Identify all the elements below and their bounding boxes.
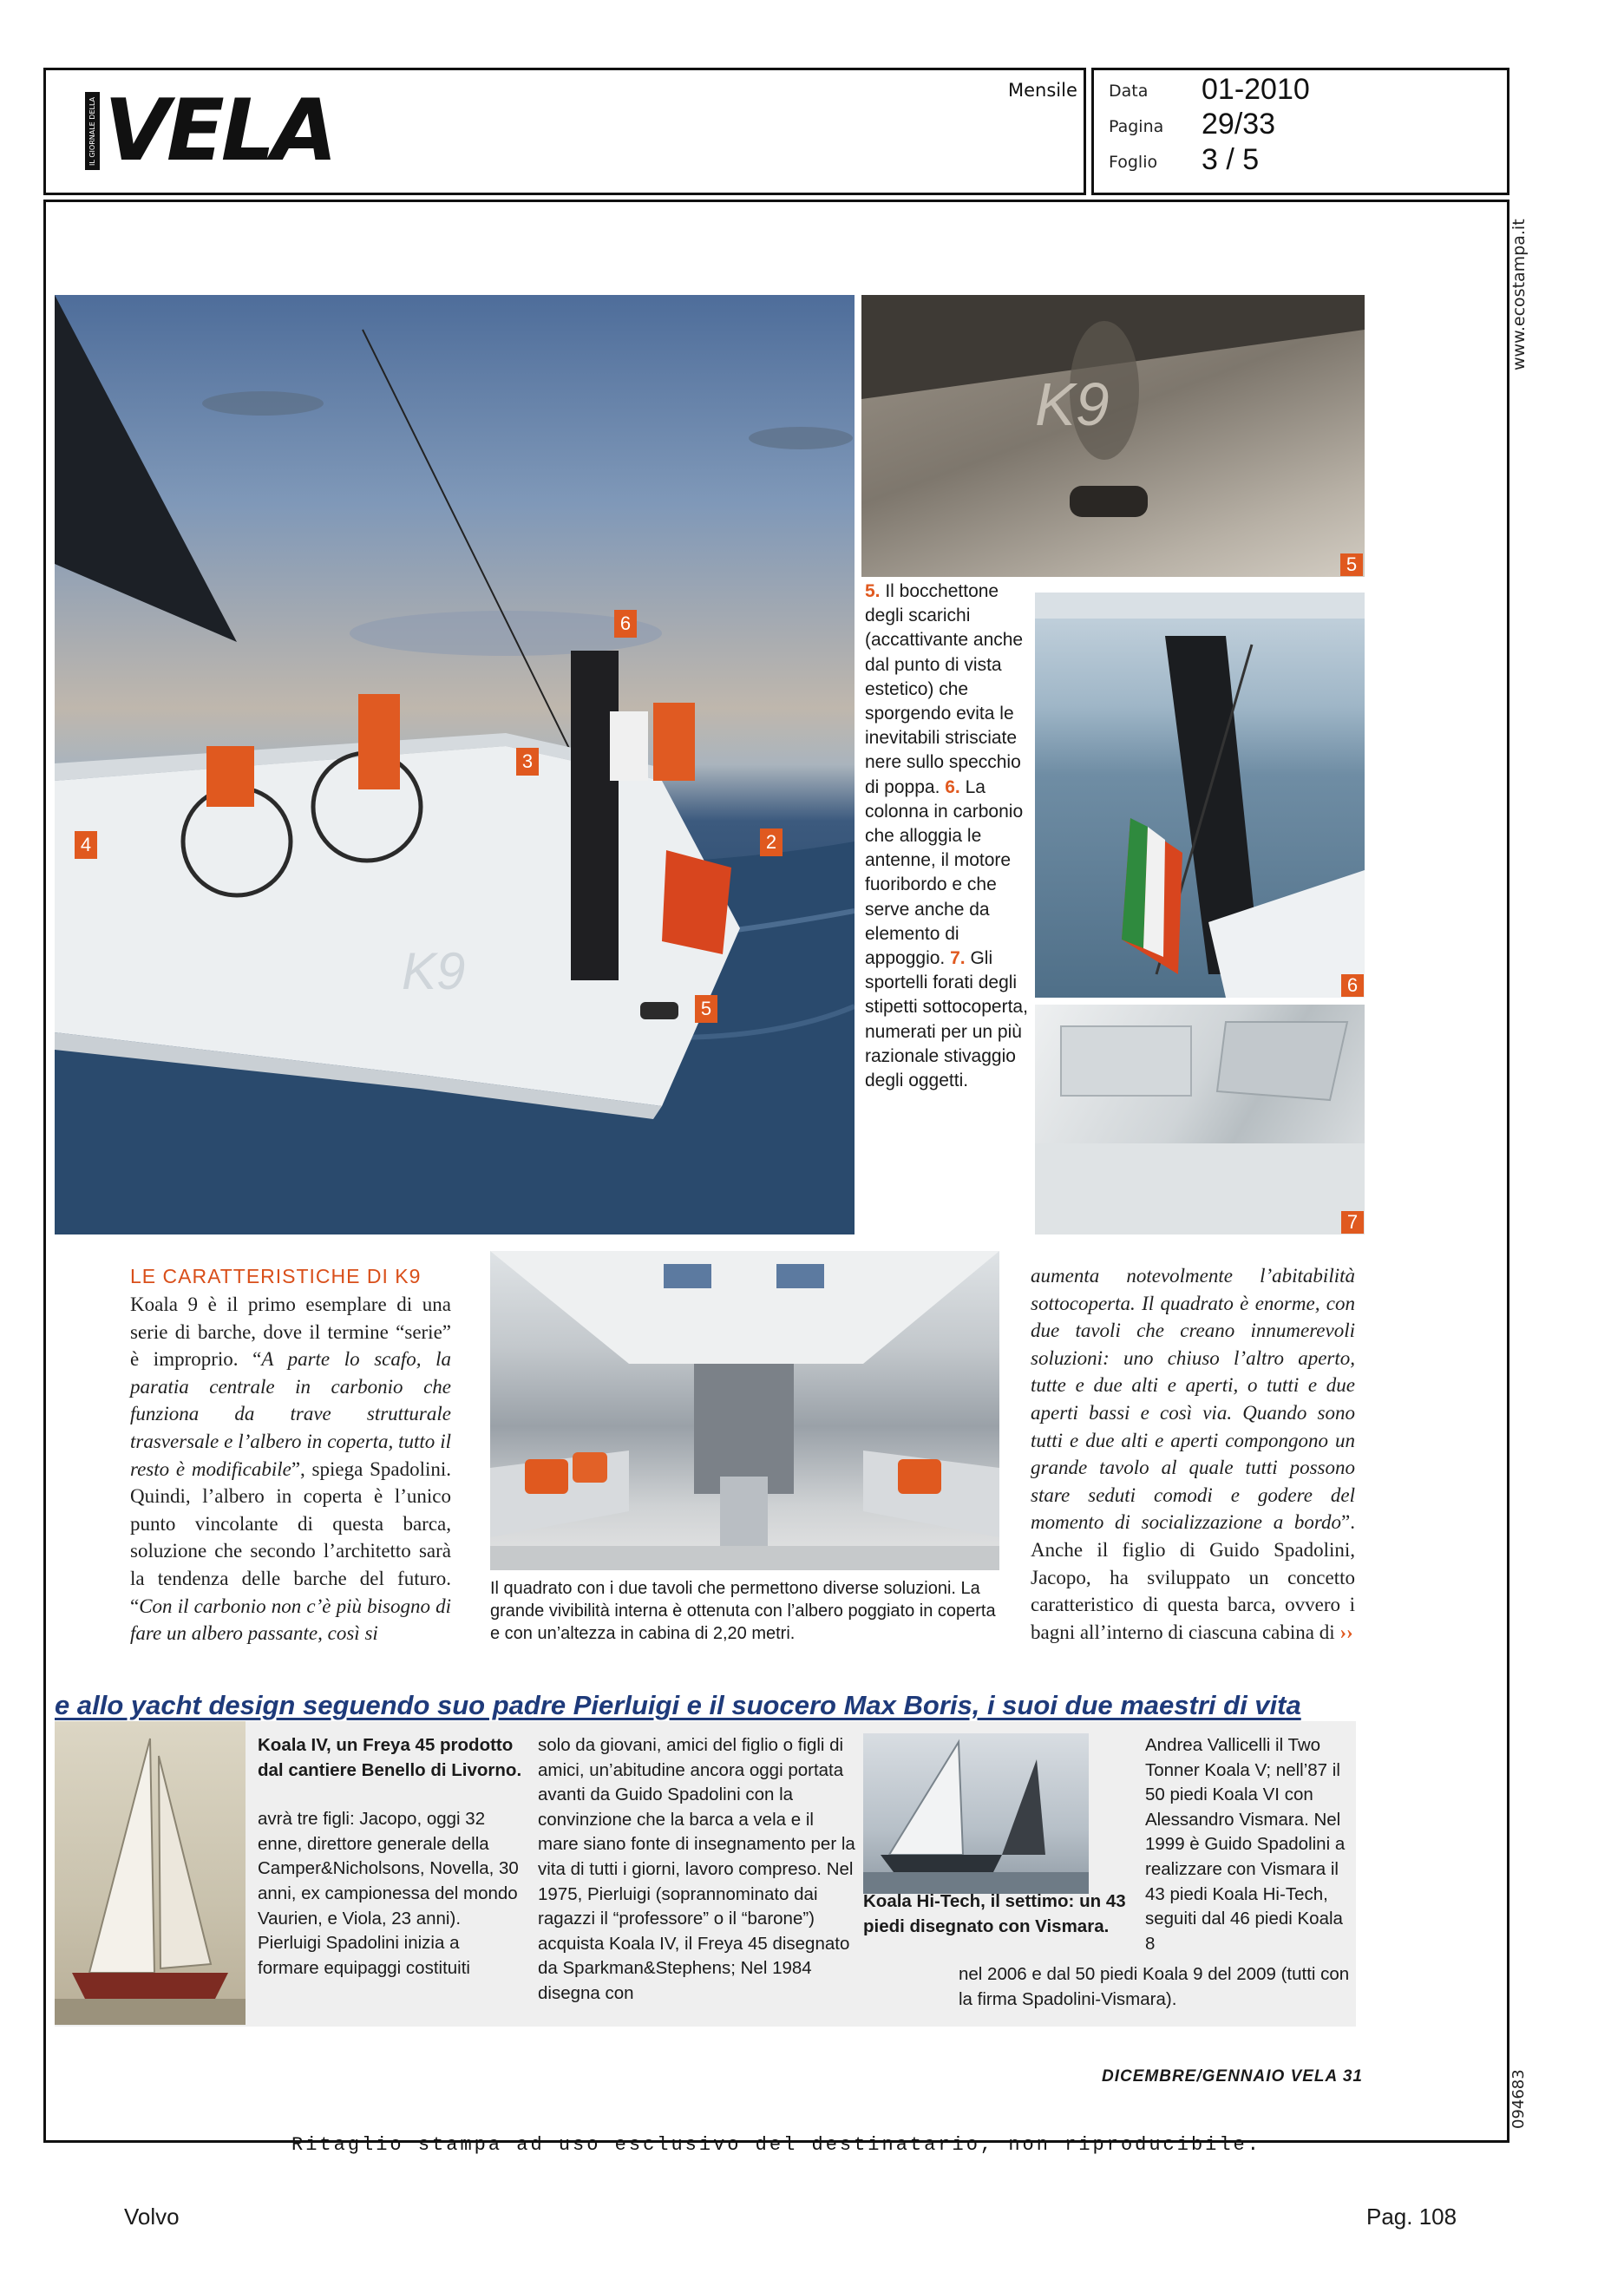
badge-3: 3 (516, 748, 539, 776)
footer-page-number: Pag. 108 (1366, 2204, 1457, 2230)
badge-6-detail: 6 (1341, 974, 1364, 997)
band-text-col4: nel 2006 e dal 50 piedi Koala 9 del 2009 (tutti con la firma Spadolini-Vismara). (959, 1964, 1350, 2009)
transom-outlet (640, 1002, 678, 1019)
crew-member (206, 746, 254, 807)
badge-6: 6 (614, 610, 637, 638)
badge-5: 5 (695, 995, 717, 1023)
side-code: 094683 (1509, 2069, 1528, 2130)
koala-hitech-caption: Koala Hi-Tech, il settimo: un 43 piedi disegnato con Vismara. (863, 1891, 1126, 1936)
caption-details: 5. Il bocchettone degli scarichi (accattivante anche dal punto di vista estetico) che sporgendo evita le inevitabili strisciate nere sullo specchio di poppa. 6. La colonna in carbonio che alloggia le antenne, il motore fuoribordo e che serve anche da elemento di appoggio. 7. Gli sportelli forati degli stipetti sottocoperta, numerati per un più razionale stivaggio degli oggetti. (865, 581, 1028, 1091)
photo-saloon-interior (490, 1251, 999, 1570)
headsail (55, 295, 237, 642)
feature-text-right: aumenta notevolmente l’abitabilità sottocoperta. Il quadrato è enorme, con due tavoli che creano innumerevoli soluzioni: uno chiuso l’altro aperto, tutte e due alti e aperti, o tutti e due aperti bassi e così via. Quando sono tutti e due alti e aperti compongono un grande tavolo al quale tutti possono stare seduti comodi e godere del momento di socializzazione a bordo”. Anche il figlio di Guido Spadolini, Jacopo, ha sviluppato un concetto caratteristico di questa barca, ovvero i bagni all’interno di ciascuna cabina di ›› (1031, 1265, 1355, 1643)
saloon-caption: Il quadrato con i due tavoli che permettono diverse soluzioni. La grande vivibilità interna è ottenuta con l’albero poggiato in coperta e con un’altezza in cabina di 2,20 metri. (490, 1579, 996, 1643)
section-title: LE CARATTERISTICHE DI K9 (130, 1265, 422, 1287)
badge-5-detail: 5 (1340, 553, 1363, 576)
page-value: 29/33 (1202, 108, 1276, 141)
badge-4: 4 (75, 831, 97, 859)
band-text-col3: Andrea Vallicelli il Two Tonner Koala V; nell’87 il 50 piedi Koala VI con Alessandro Vismara. Nel 1999 è Guido Spadolini a realizzare con Vismara il 43 piedi Koala Hi-Tech, seguiti dal 46 piedi Koala 8 (1145, 1735, 1346, 1954)
badge-7-detail: 7 (1341, 1211, 1364, 1234)
sheet-label: Foglio (1109, 153, 1158, 172)
continue-arrow: ›› (1339, 1621, 1353, 1643)
photo-koala-iv (55, 1721, 246, 2025)
band-text-col1: Koala IV, un Freya 45 prodotto dal cantiere Benello di Livorno. avrà tre figli: Jacopo, oggi 32 enne, direttore generale della Camper&Nicholsons, Novella, 30 anni, ex campionessa del mondo Vaurien, e Viola, 23 anni). Pierluigi Spadolini inizia a formare equipaggi costituiti (258, 1735, 522, 1978)
frequency-label: Mensile (1008, 80, 1077, 101)
koala-iv-caption: Koala IV, un Freya 45 prodotto dal cantiere Benello di Livorno. (258, 1735, 522, 1780)
photo-locker-doors (1035, 1005, 1365, 1234)
clipping-notice: Ritaglio stampa ad uso esclusivo del destinatario, non riproducibile. (291, 2134, 1261, 2156)
photo-koala-hitech (863, 1733, 1089, 1894)
side-url: www.ecostampa.it (1509, 219, 1529, 371)
vela-logo: VELA (104, 82, 335, 180)
cloud (202, 391, 324, 416)
photo-k9-sailing (55, 295, 855, 1234)
mainsail (89, 1739, 154, 1973)
feature-text-left: Koala 9 è il primo esemplare di una serie di barche, dove il termine “serie” è improprio. “A parte lo scafo, la paratia centrale in carbonio che funziona da trave strutturale trasversale e l’albero in coperta, tutto il resto è modificabile”, spiega Spadolini. Quindi, l’albero in coperta è l’unico punto vincolante di questa barca, soluzione che secondo l’architetto sarà la tendenza delle barche del futuro. “Con il carbonio non c’è più bisogno di fare un albero passante, così si (130, 1293, 452, 1645)
locker-door (1061, 1026, 1191, 1096)
photo-transom-outlet (861, 295, 1365, 577)
sheet-value: 3 / 5 (1202, 143, 1260, 176)
hull-lettering: K9 (402, 942, 466, 1000)
outlet (1070, 486, 1148, 517)
page-label: Pagina (1109, 117, 1164, 136)
magazine-page-footer: DICEMBRE/GENNAIO VELA 31 (1102, 2067, 1363, 2086)
flag (662, 850, 731, 954)
cushion (525, 1459, 568, 1494)
logo-strip: IL GIORNALE DELLA (85, 92, 100, 170)
sailing-illustration (55, 295, 855, 1234)
carbon-column (571, 651, 619, 980)
band-headline: e allo yacht design seguendo suo padre Pierluigi e il suocero Max Boris, i suoi due maestri di vita (55, 1690, 1301, 1720)
svg-text:K9: K9 (1035, 370, 1110, 438)
photo-carbon-column (1035, 593, 1365, 998)
band-text-col2: solo da giovani, amici del figlio o figli di amici, un’abitudine ancora oggi portata avanti da Guido Spadolini con la convinzione che la barca a vela e il mare siano fonte di insegnamento per la vita di tutti i giorni, lavoro compreso. Nel 1975, Pierluigi (soprannominato dai ragazzi il “professore” o il “barone”) acquista Koala IV, il Freya 45 disegnato da Sparkman&Stephens; Nel 1984 disegna con (538, 1735, 855, 2003)
footer-client: Volvo (124, 2204, 180, 2230)
date-label: Data (1109, 82, 1149, 101)
date-value: 01-2010 (1202, 73, 1310, 106)
badge-2: 2 (760, 828, 783, 856)
